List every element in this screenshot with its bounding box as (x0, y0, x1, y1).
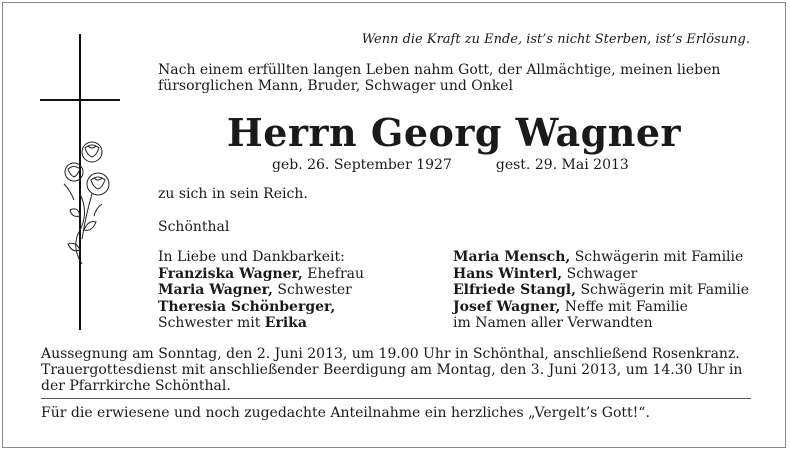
birth-date: geb. 26. September 1927 (272, 157, 452, 173)
intro-line-1: Nach einem erfüllten langen Leben nahm Gott, der Allmächtige, meinen lieben (158, 62, 721, 78)
service-details: Aussegnung am Sonntag, den 2. Juni 2013, um 19.00 Uhr in Schönthal, anschließend Rosenkranz. Trauergottesdienst mit anschließender Beerdigung am Montag, den 3. Juni 2013, um 14.30 Uhr in der Pfarrkirche Schönthal. (41, 346, 743, 394)
death-date: gest. 29. Mai 2013 (495, 157, 629, 173)
mourner-row: Maria Mensch, Schwägerin mit Familie (453, 249, 744, 265)
motto: Wenn die Kraft zu Ende, ist’s nicht Sterben, ist’s Erlösung. (361, 32, 750, 47)
mourners-right (453, 249, 749, 332)
mourner-row: Franziska Wagner, Ehefrau (158, 265, 365, 282)
mourner-row: Theresia Schönberger, (158, 298, 336, 315)
mourner-row: Josef Wagner, Neffe mit Familie (453, 298, 688, 315)
mourner-row: Schwester mit Erika (158, 315, 307, 331)
mourner-row: Maria Wagner, Schwester (158, 282, 352, 298)
mourner-row: Hans Winterl, Schwager (453, 265, 638, 282)
place-text: Schönthal (158, 219, 230, 235)
mourners-heading: In Liebe und Dankbarkeit: (158, 249, 345, 265)
life-dates (272, 157, 629, 173)
mourners-closing: im Namen aller Verwandten (453, 315, 653, 331)
reich-text: zu sich in sein Reich. (158, 186, 308, 202)
deceased-name: Herrn Georg Wagner (226, 110, 682, 155)
mourners-left (158, 249, 364, 332)
thanks-text: Für die erwiesene und noch zugedachte Anteilnahme ein herzliches „Vergelt’s Gott!“. (41, 405, 650, 421)
intro-line-2: fürsorglichen Mann, Bruder, Schwager und Onkel (158, 78, 513, 94)
mourner-row: Elfriede Stangl, Schwägerin mit Familie (453, 282, 750, 298)
divider (41, 398, 751, 399)
intro-text (158, 62, 720, 94)
cross-with-roses-icon (40, 34, 122, 330)
